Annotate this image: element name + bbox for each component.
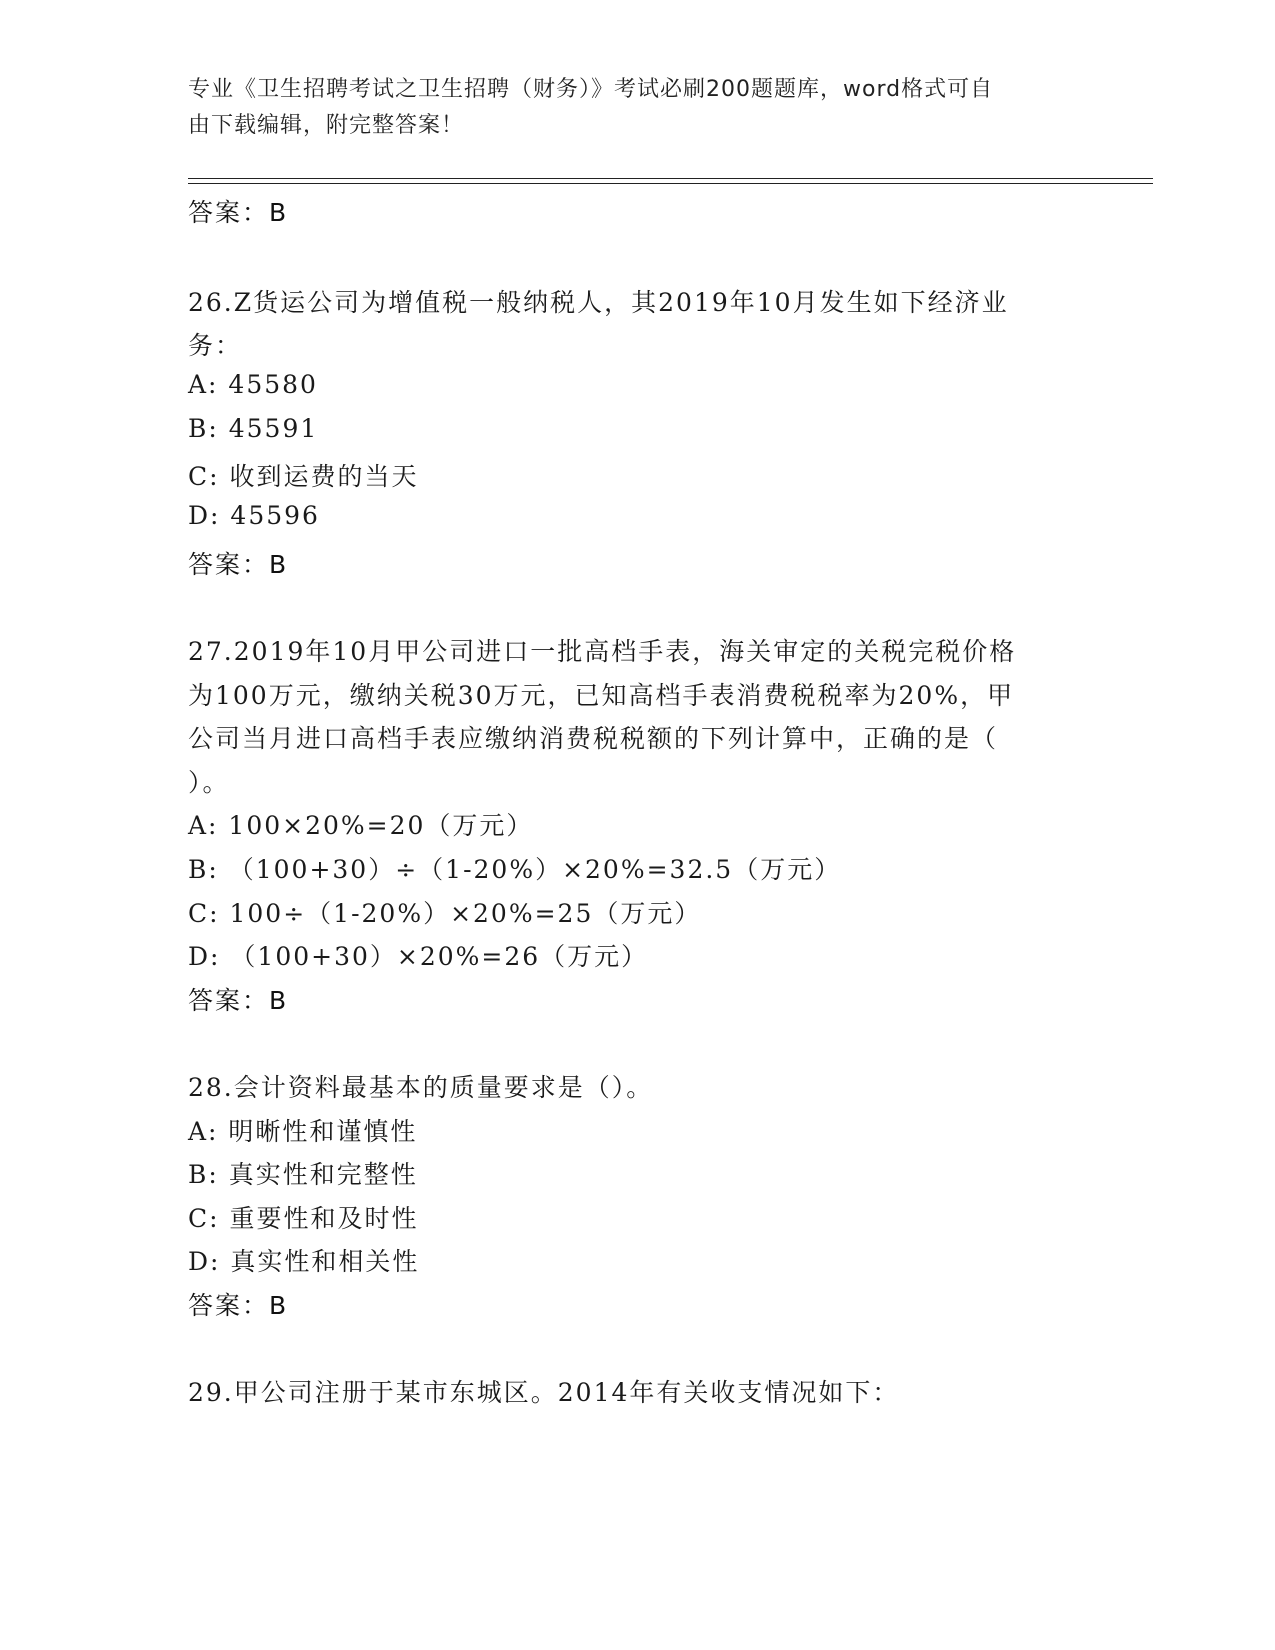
question-26-text-line-2: 务： [188, 331, 243, 360]
question-27-answer: 答案：B [188, 986, 289, 1015]
header-line-1: 专业《卫生招聘考试之卫生招聘（财务）》考试必刷200题题库，word格式可自 [188, 77, 994, 102]
header-line-2: 由下载编辑，附完整答案！ [188, 113, 465, 138]
question-27-option-d: D: （100+30）×20%=26（万元） [188, 942, 649, 971]
question-26-text-line-1: 26.Z货运公司为增值税一般纳税人，其2019年10月发生如下经济业 [188, 288, 1009, 317]
question-27-text-line-4: ）。 [188, 768, 230, 797]
header-divider-bottom [188, 183, 1153, 184]
question-26-option-d: D: 45596 [188, 501, 320, 530]
answer-previous: 答案：B [188, 198, 289, 227]
question-27-text-line-2: 为100万元，缴纳关税30万元，已知高档手表消费税税率为20%，甲 [188, 681, 1015, 710]
question-26-option-c: C: 收到运费的当天 [188, 462, 419, 491]
question-28-text-line-1: 28.会计资料最基本的质量要求是（）。 [188, 1073, 654, 1102]
question-27-option-b: B: （100+30）÷（1-20%）×20%=32.5（万元） [188, 855, 842, 884]
page-header [188, 72, 1068, 144]
question-29-text-line-1: 29.甲公司注册于某市东城区。2014年有关收支情况如下： [188, 1378, 900, 1407]
question-27-option-a: A: 100×20%=20（万元） [188, 811, 534, 840]
question-28-option-c: C: 重要性和及时性 [188, 1204, 419, 1233]
question-28-option-a: A: 明晰性和谨慎性 [188, 1117, 418, 1146]
question-26-option-a: A: 45580 [188, 370, 318, 399]
question-27-option-c: C: 100÷（1-20%）×20%=25（万元） [188, 899, 702, 928]
question-26-answer: 答案：B [188, 550, 289, 579]
question-27-text-line-1: 27.2019年10月甲公司进口一批高档手表，海关审定的关税完税价格 [188, 637, 1017, 666]
question-28-option-d: D: 真实性和相关性 [188, 1247, 420, 1276]
header-divider-top [188, 178, 1153, 179]
question-26-option-b: B: 45591 [188, 414, 319, 443]
question-28-option-b: B: 真实性和完整性 [188, 1160, 418, 1189]
question-28-answer: 答案：B [188, 1291, 289, 1320]
question-27-text-line-3: 公司当月进口高档手表应缴纳消费税税额的下列计算中，正确的是（ [188, 724, 999, 753]
